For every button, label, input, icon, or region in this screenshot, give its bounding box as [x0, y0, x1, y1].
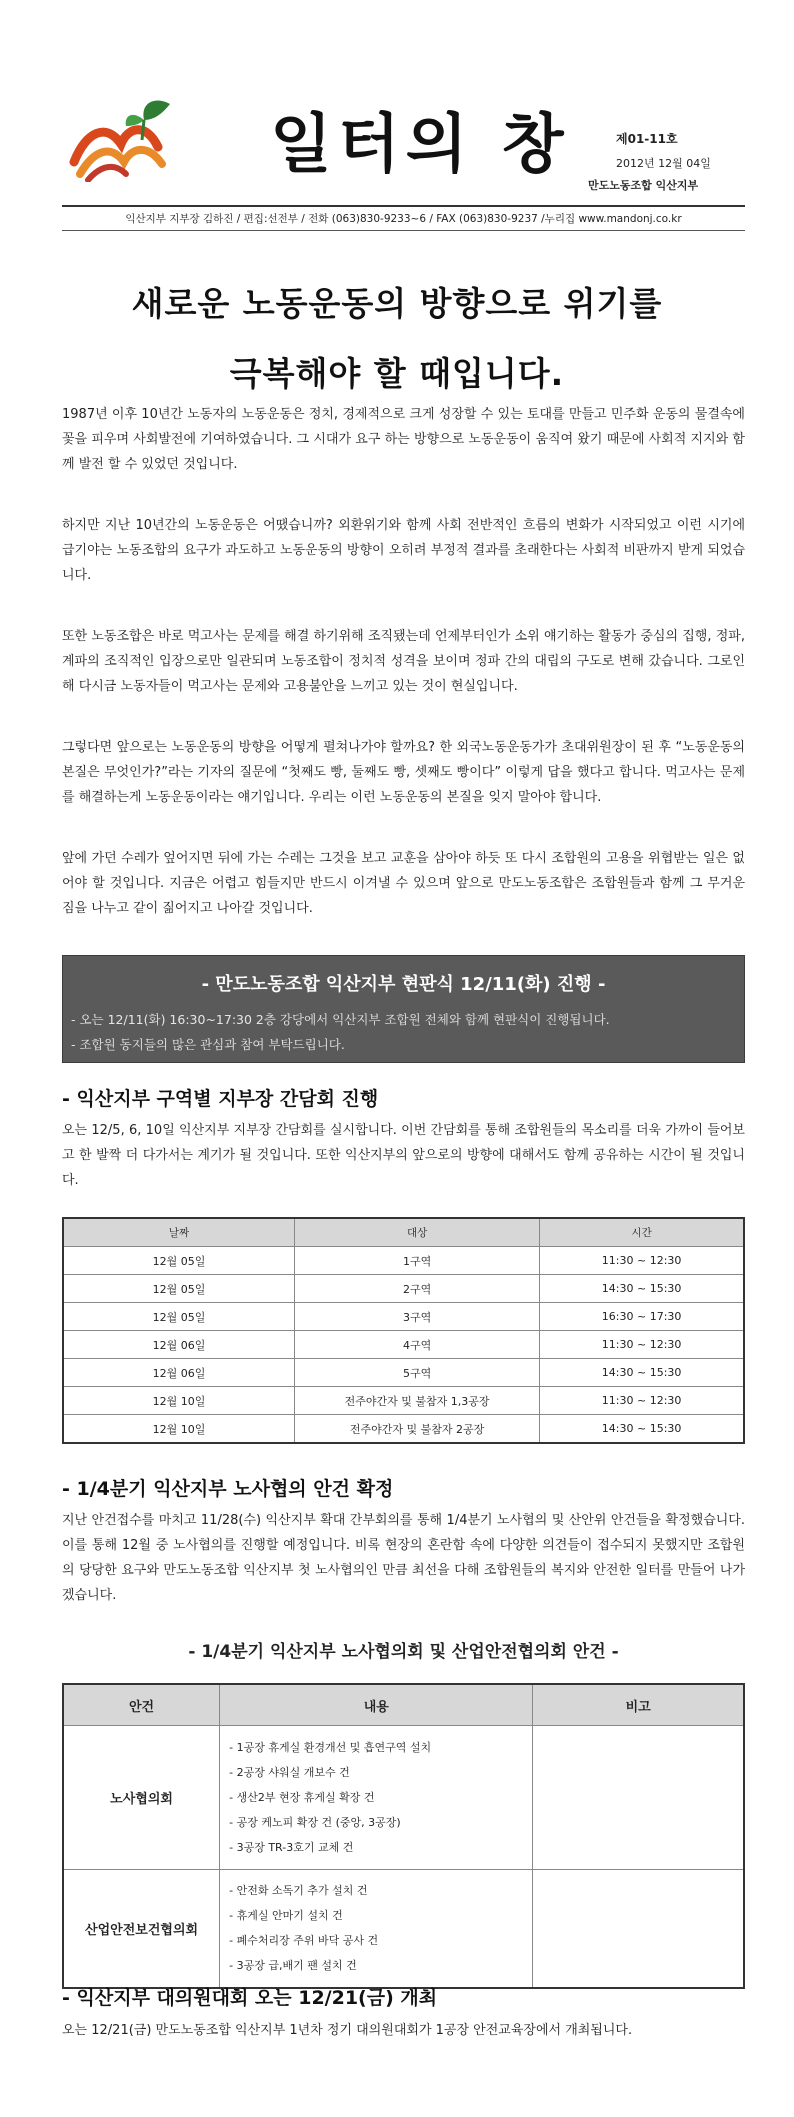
header-divider-bottom — [62, 230, 745, 231]
cell-target: 5구역 — [295, 1359, 540, 1387]
cell-time: 11:30 ~ 12:30 — [540, 1247, 744, 1275]
cell-date: 12월 05일 — [63, 1275, 295, 1303]
cell-date: 12월 06일 — [63, 1359, 295, 1387]
cell-time: 14:30 ~ 15:30 — [540, 1275, 744, 1303]
cell-time: 16:30 ~ 17:30 — [540, 1303, 744, 1331]
table-row — [63, 1331, 744, 1359]
table-row — [63, 1275, 744, 1303]
cell-target: 전주야간자 및 불참자 2공장 — [295, 1415, 540, 1444]
paragraph-4: 그렇다면 앞으로는 노동운동의 방향을 어떻게 펼쳐나가야 할까요? 한 외국노동운동가가 초대위원장이 된 후 “노동운동의 본질은 무엇인가?”라는 기자의 질문에 “첫째도 빵, 둘째도 빵, 셋째도 빵이다” 이렇게 답을 했다고 합니다. 먹고사는 문제를 해결하는게 노동운동이라는 얘기입니다. 우리는 이런 노동운동의 본질을 잊지 말아야 합니다. — [62, 740, 745, 805]
agenda-category: 노사협의회 — [63, 1726, 220, 1870]
section-heading-convention: - 익산지부 대의원대회 오는 12/21(금) 개최 — [62, 1987, 438, 2009]
union-logo-icon — [66, 92, 186, 182]
contact-line: 익산지부 지부장 김하진 / 편집:선전부 / 전화 (063)830-9233~6 / FAX (063)830-9237 /누리집 www.mandonj.co.kr — [125, 213, 682, 225]
section-body-meeting: 오는 12/5, 6, 10일 익산지부 지부장 간담회를 실시합니다. 이번 간담회를 통해 조합원들의 목소리를 더욱 가까이 들어보고 한 발짝 더 다가서는 계기가 될 것입니다. 또한 익산지부의 앞으로의 방향에 대해서도 함께 공유하는 시간이 될 것입니다. — [62, 1123, 745, 1188]
list-item: - 휴게실 안마기 설치 건 — [229, 1909, 343, 1923]
cell-target: 전주야간자 및 불참자 1,3공장 — [295, 1387, 540, 1415]
list-item: - 안전화 소독기 추가 설치 건 — [229, 1884, 368, 1898]
cell-time: 11:30 ~ 12:30 — [540, 1331, 744, 1359]
banner-title: - 만도노동조합 익산지부 현판식 12/11(화) 진행 - — [201, 974, 606, 995]
cell-time: 14:30 ~ 15:30 — [540, 1359, 744, 1387]
header-content: 내용 — [220, 1684, 533, 1726]
banner-line-1: - 오는 12/11(화) 16:30~17:30 2층 강당에서 익산지부 조합원 전체와 함께 현판식이 진행됩니다. — [71, 1012, 610, 1027]
header-note: 비고 — [533, 1684, 744, 1726]
list-item: - 1공장 휴게실 환경개선 및 흡연구역 설치 — [229, 1741, 432, 1754]
agenda-header-row — [63, 1684, 744, 1726]
cell-target: 2구역 — [295, 1275, 540, 1303]
list-item: - 3공장 TR-3호기 교체 건 — [229, 1841, 354, 1854]
agenda-table — [62, 1683, 745, 1989]
section-heading-meeting: - 익산지부 구역별 지부장 간담회 진행 — [62, 1088, 379, 1110]
list-item: - 3공장 급,배기 팬 설치 건 — [229, 1959, 357, 1973]
agenda-category: 산업안전보건협의회 — [63, 1870, 220, 1988]
header-target: 대상 — [295, 1218, 540, 1247]
headline-line-1: 새로운 노동운동의 방향으로 위기를 — [131, 284, 663, 323]
header-divider — [62, 205, 745, 207]
schedule-table — [62, 1217, 745, 1444]
agenda-items — [220, 1870, 533, 1988]
cell-target: 4구역 — [295, 1331, 540, 1359]
cell-time: 11:30 ~ 12:30 — [540, 1387, 744, 1415]
masthead-title: 일터의 창 — [270, 108, 570, 182]
header-time: 시간 — [540, 1218, 744, 1247]
agenda-items — [220, 1726, 533, 1870]
table-row — [63, 1726, 744, 1870]
issue-number: 제01-11호 — [616, 132, 678, 146]
publisher-name: 만도노동조합 익산지부 — [588, 179, 699, 192]
section-body-agenda: 지난 안건접수를 마치고 11/28(수) 익산지부 확대 간부회의를 통해 1/4분기 노사협의 및 산안위 안건들을 확정했습니다. 이를 통해 12월 중 노사협의를 진행할 예정입니다. 비록 현장의 혼란함 속에 다양한 의견들이 접수되지 못했지만 조합원의 당당한 요구와 만도노동조합 익산지부 첫 노사협의인 만큼 최선을 다해 조합원들의 복지와 안전한 일터를 만들어 나가겠습니다. — [62, 1513, 745, 1603]
list-item: - 생산2부 현장 휴게실 확장 건 — [229, 1791, 375, 1804]
table-row — [63, 1303, 744, 1331]
cell-date: 12월 06일 — [63, 1331, 295, 1359]
agenda-note — [533, 1870, 744, 1988]
ceremony-banner — [62, 955, 745, 1063]
paragraph-2: 하지만 지난 10년간의 노동운동은 어땠습니까? 외환위기와 함께 사회 전반적인 흐름의 변화가 시작되었고 이런 시기에 급기야는 노동조합의 요구가 과도하고 노동운동의 방향이 오히려 부정적 결과를 초래한다는 사회적 비판까지 받게 되었습니다. — [62, 518, 745, 583]
schedule-header-row — [63, 1218, 744, 1247]
section-body-convention: 오는 12/21(금) 만도노동조합 익산지부 1년차 정기 대의원대회가 1공장 안전교육장에서 개최됩니다. — [62, 2023, 633, 2038]
cell-date: 12월 05일 — [63, 1247, 295, 1275]
agenda-note — [533, 1726, 744, 1870]
cell-target: 3구역 — [295, 1303, 540, 1331]
cell-target: 1구역 — [295, 1247, 540, 1275]
paragraph-3: 또한 노동조합은 바로 먹고사는 문제를 해결 하기위해 조직됐는데 언제부터인가 소위 얘기하는 활동가 중심의 집행, 정파, 계파의 조직적인 입장으로만 일관되며 노동조합이 정치적 성격을 보이며 정파 간의 대립의 구도로 변해 갔습니다. 그로인해 다시금 노동자들이 먹고사는 문제와 고용불안을 느끼고 있는 것이 현실입니다. — [62, 629, 745, 694]
header-item: 안건 — [63, 1684, 220, 1726]
table-row — [63, 1870, 744, 1988]
table-row — [63, 1415, 744, 1444]
headline-line-2: 극복해야 할 때입니다. — [229, 354, 565, 393]
banner-line-2: - 조합원 동지들의 많은 관심과 참여 부탁드립니다. — [71, 1037, 345, 1052]
header-date: 날짜 — [63, 1218, 295, 1247]
cell-date: 12월 10일 — [63, 1415, 295, 1444]
paragraph-5: 앞에 가던 수레가 엎어지면 뒤에 가는 수레는 그것을 보고 교훈을 삼아야 하듯 또 다시 조합원의 고용을 위협받는 일은 없어야 할 것입니다. 지금은 어렵고 힘들지만 반드시 이겨낼 수 있으며 앞으로 만도노동조합은 조합원들과 함께 그 무거운 짐을 나누고 같이 짊어지고 나아갈 것입니다. — [62, 851, 745, 916]
list-item: - 2공장 샤워실 개보수 건 — [229, 1766, 350, 1779]
table-row — [63, 1247, 744, 1275]
list-item: - 폐수처리장 주위 바닥 공사 건 — [229, 1934, 379, 1948]
table-row — [63, 1359, 744, 1387]
cell-time: 14:30 ~ 15:30 — [540, 1415, 744, 1444]
issue-date: 2012년 12월 04일 — [616, 157, 711, 170]
section-heading-agenda: - 1/4분기 익산지부 노사협의 안건 확정 — [62, 1478, 394, 1500]
cell-date: 12월 05일 — [63, 1303, 295, 1331]
cell-date: 12월 10일 — [63, 1387, 295, 1415]
list-item: - 공장 케노피 확장 건 (중앙, 3공장) — [229, 1816, 401, 1829]
agenda-table-title: - 1/4분기 익산지부 노사협의회 및 산업안전협의회 안건 - — [188, 1642, 619, 1662]
table-row — [63, 1387, 744, 1415]
paragraph-1: 1987년 이후 10년간 노동자의 노동운동은 정치, 경제적으로 크게 성장할 수 있는 토대를 만들고 민주화 운동의 물결속에 꽃을 피우며 사회발전에 기여하였습니다. 그 시대가 요구 하는 방향으로 노동운동이 움직여 왔기 때문에 사회적 지지와 함께 발전 할 수 있었던 것입니다. — [62, 407, 745, 472]
